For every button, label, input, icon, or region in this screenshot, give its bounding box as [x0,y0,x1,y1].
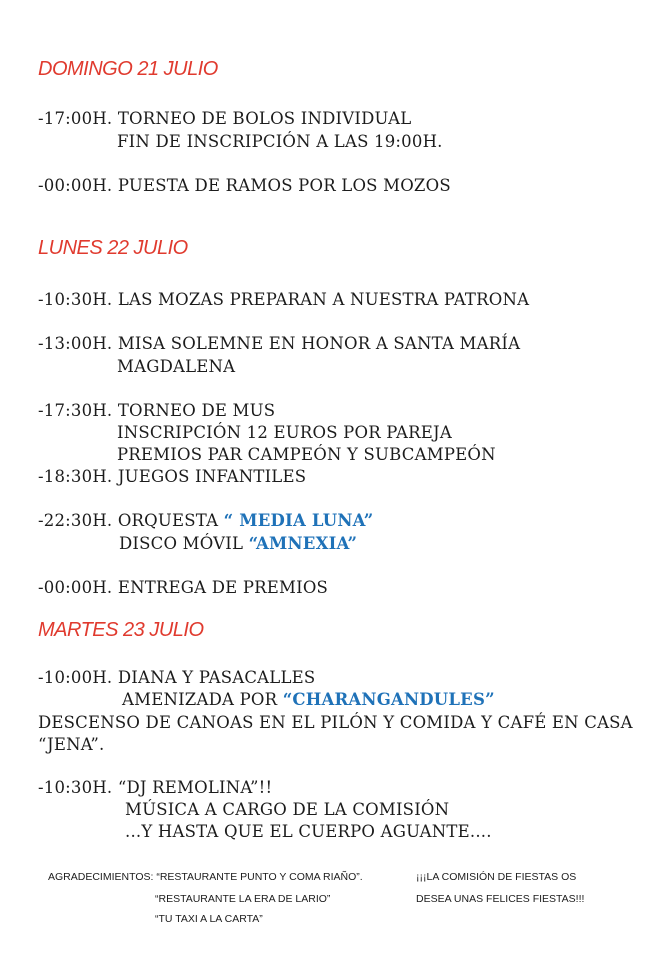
band-name: “ MEDIA LUNA” [223,511,374,530]
event-line [38,290,529,309]
event-time: -10:00H. [38,668,113,687]
event-line [38,668,315,687]
event-detail: “JENA”. [38,735,105,754]
event-text: MISA SOLEMNE EN HONOR A SANTA MARÍA [117,334,521,353]
event-text: ENTREGA DE PREMIOS [117,578,329,597]
band-name: “CHARANGANDULES” [282,690,495,709]
dj-name: “AMNEXIA” [248,534,358,553]
event-text: “DJ REMOLINA”!! [117,778,273,797]
event-text: TORNEO DE MUS [117,401,276,420]
event-time: -22:30H. [38,511,113,530]
event-detail: MÚSICA A CARGO DE LA COMISIÓN [125,800,450,819]
day-heading-lunes: LUNES 22 JULIO [38,237,188,259]
event-time: -00:00H. [38,578,113,597]
event-line [38,778,272,797]
event-line [38,334,520,353]
event-text: PUESTA DE RAMOS POR LOS MOZOS [117,176,451,195]
event-line [38,511,373,530]
event-line [38,578,328,597]
event-time: -00:00H. [38,176,113,195]
event-time: -17:00H. [38,109,113,128]
event-detail: PREMIOS PAR CAMPEÓN Y SUBCAMPEÓN [117,445,496,464]
event-detail [119,534,357,553]
event-time: -13:00H. [38,334,113,353]
event-text: AMENIZADA POR [122,690,278,709]
event-time: -10:30H. [38,290,113,309]
thanks-line: “TU TAXI A LA CARTA” [155,913,263,925]
event-detail: MAGDALENA [117,357,236,376]
event-detail: ...Y HASTA QUE EL CUERPO AGUANTE.... [125,822,492,841]
event-text: ORQUESTA [117,511,219,530]
event-detail [122,690,495,709]
event-text: DISCO MÓVIL [119,534,244,553]
wishes-line: DESEA UNAS FELICES FIESTAS!!! [416,893,585,905]
event-line [38,109,411,128]
event-text: LAS MOZAS PREPARAN A NUESTRA PATRONA [117,290,530,309]
event-time: -18:30H. [38,467,113,486]
day-heading-domingo: DOMINGO 21 JULIO [38,58,218,80]
event-detail: FIN DE INSCRIPCIÓN A LAS 19:00H. [117,132,443,151]
event-text: JUEGOS INFANTILES [117,467,307,486]
thanks-line: AGRADECIMIENTOS: “RESTAURANTE PUNTO Y COMA RIAÑO”. [48,871,363,883]
event-detail: INSCRIPCIÓN 12 EUROS POR PAREJA [117,423,452,442]
event-line [38,467,306,486]
thanks-line: “RESTAURANTE LA ERA DE LARIO” [155,893,331,905]
day-heading-martes: MARTES 23 JULIO [38,619,204,641]
event-time: -17:30H. [38,401,113,420]
event-time: -10:30H. [38,778,113,797]
event-line [38,401,275,420]
event-detail: DESCENSO DE CANOAS EN EL PILÓN Y COMIDA Y CAFÉ EN CASA [38,713,633,732]
wishes-line: ¡¡¡LA COMISIÓN DE FIESTAS OS [416,871,577,883]
event-text: TORNEO DE BOLOS INDIVIDUAL [117,109,412,128]
event-text: DIANA Y PASACALLES [117,668,316,687]
event-line [38,176,451,195]
